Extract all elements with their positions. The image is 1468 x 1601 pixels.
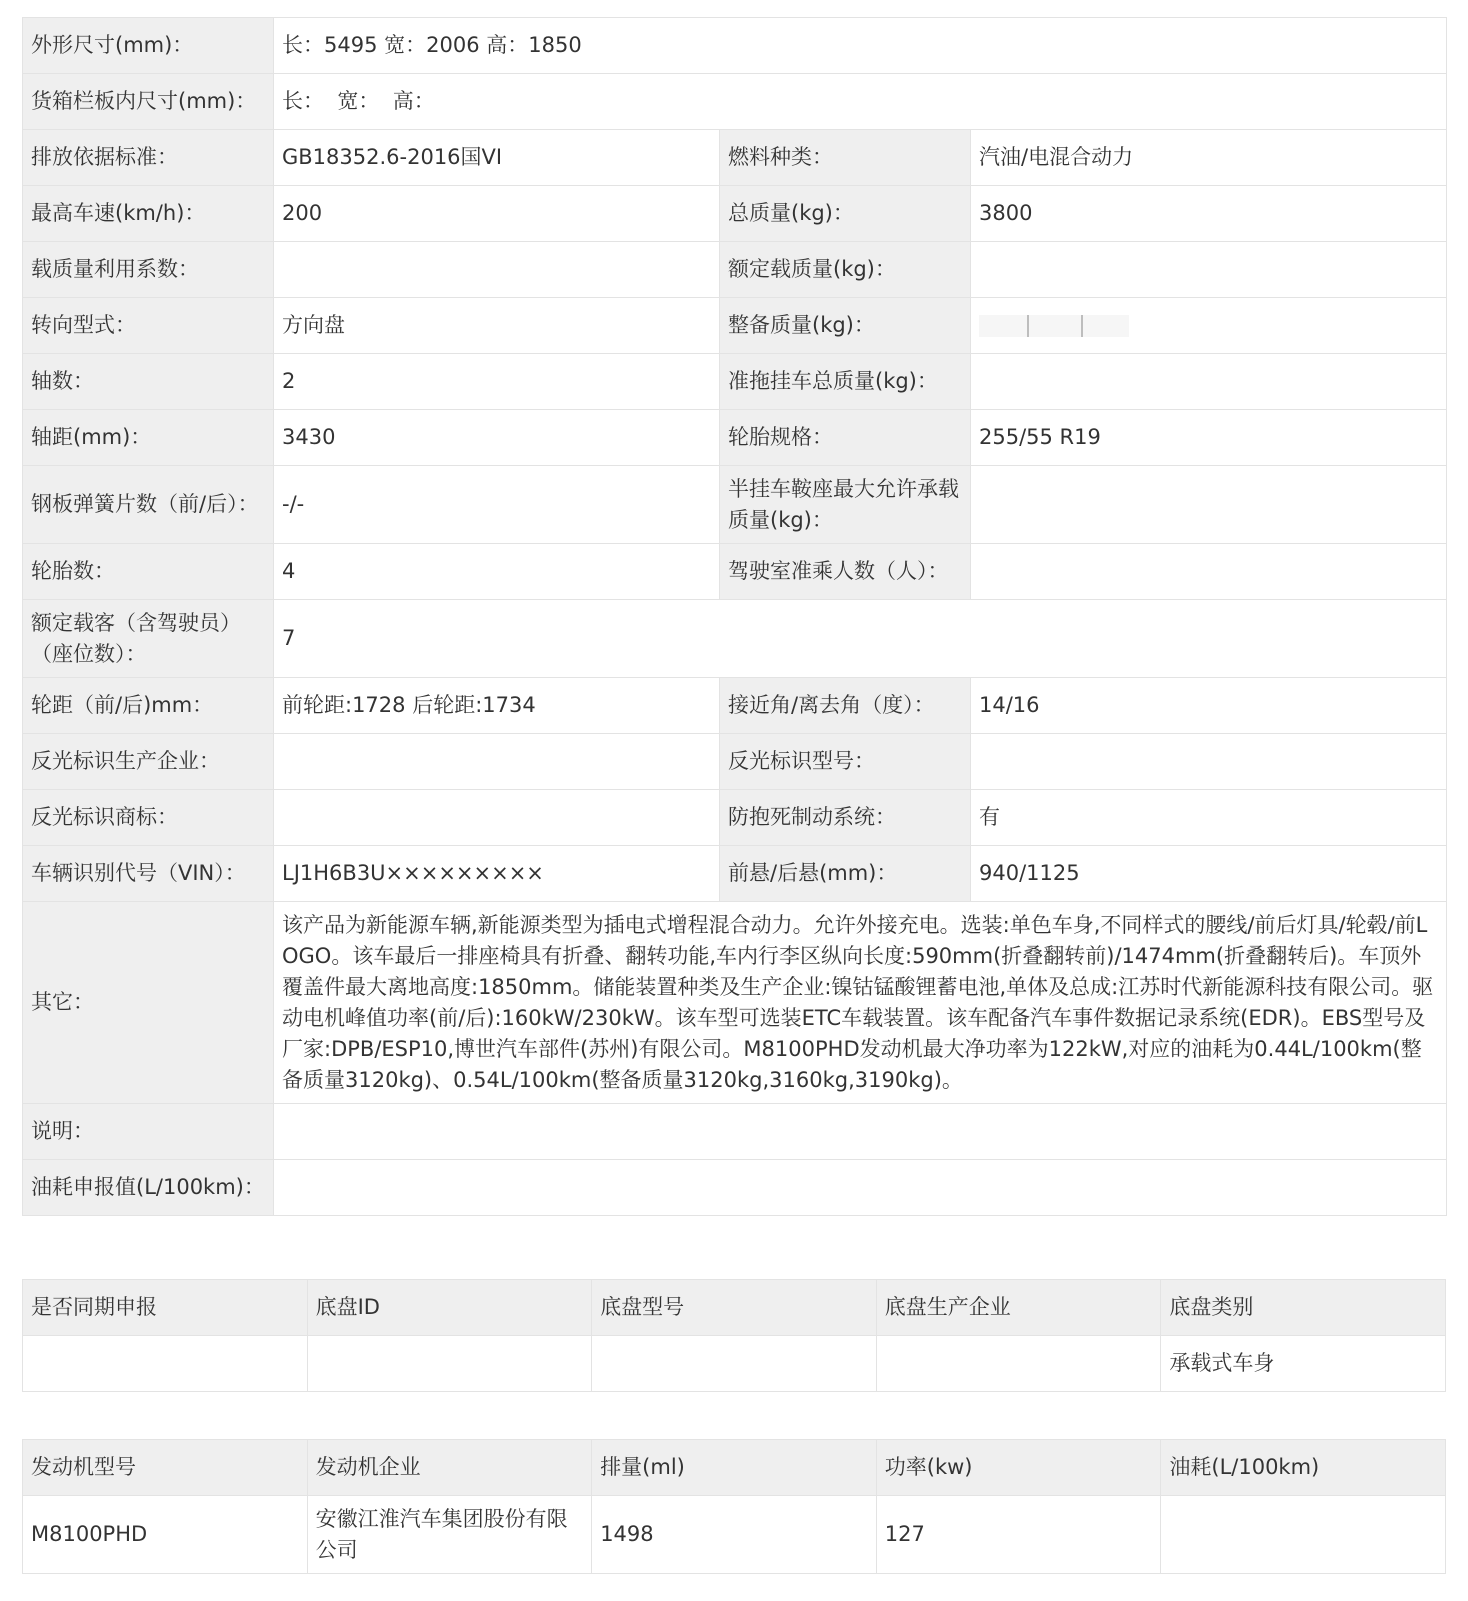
reflector-maker-label: 反光标识生产企业：	[23, 734, 274, 790]
fuel-consumption-label: 油耗申报值(L/100km)：	[23, 1160, 274, 1216]
other-label: 其它：	[23, 902, 274, 1104]
vin-label: 车辆识别代号（VIN）：	[23, 846, 274, 902]
reflector-maker-value	[274, 734, 720, 790]
reflector-model-label: 反光标识型号：	[720, 734, 971, 790]
spec-row	[23, 186, 1447, 242]
column-header: 底盘ID	[307, 1280, 592, 1336]
fuel-consumption-value	[274, 1160, 1447, 1216]
track-label: 轮距（前/后)mm：	[23, 678, 274, 734]
engine-table	[22, 1439, 1446, 1574]
cargo-box-value: 长： 宽： 高：	[274, 74, 1447, 130]
spec-row	[23, 600, 1447, 678]
steering-label: 转向型式：	[23, 298, 274, 354]
emission-standard-value: GB18352.6-2016国VI	[274, 130, 720, 186]
total-mass-value: 3800	[971, 186, 1447, 242]
spec-row	[23, 734, 1447, 790]
column-header: 底盘型号	[592, 1280, 877, 1336]
abs-label: 防抱死制动系统：	[720, 790, 971, 846]
column-header: 排量(ml)	[592, 1440, 877, 1496]
vehicle-spec-table	[22, 17, 1447, 1216]
spec-row	[23, 678, 1447, 734]
spec-row	[23, 790, 1447, 846]
cargo-box-label: 货箱栏板内尺寸(mm)：	[23, 74, 274, 130]
other-value: 该产品为新能源车辆,新能源类型为插电式增程混合动力。允许外接充电。选装:单色车身,不同样式的腰线/前后灯具/轮毂/前LOGO。该车最后一排座椅具有折叠、翻转功能,车内行李区纵向长度:590mm(折叠翻转前)/1474mm(折叠翻转后)。车顶外覆盖件最大离地高度:1850mm。储能装置种类及生产企业:镍钴锰酸锂蓄电池,单体及总成:江苏时代新能源科技有限公司。驱动电机峰值功率(前/后):160kW/230kW。该车型可选装ETC车载装置。该车配备汽车事件数据记录系统(EDR)。EBS型号及厂家:DPB/ESP10,博世汽车部件(苏州)有限公司。M8100PHD发动机最大净功率为122kW,对应的油耗为0.44L/100km(整备质量3120kg)、0.54L/100km(整备质量3120kg,3160kg,3190kg)。	[274, 902, 1447, 1104]
spec-row	[23, 410, 1447, 466]
curb-weight-label: 整备质量(kg)：	[720, 298, 971, 354]
tire-spec-label: 轮胎规格：	[720, 410, 971, 466]
fuel-type-value: 汽油/电混合动力	[971, 130, 1447, 186]
rated-load-label: 额定载质量(kg)：	[720, 242, 971, 298]
fuel-type-label: 燃料种类：	[720, 130, 971, 186]
column-header: 发动机型号	[23, 1440, 308, 1496]
steering-value: 方向盘	[274, 298, 720, 354]
chassis-table	[22, 1279, 1446, 1392]
load-factor-value	[274, 242, 720, 298]
emission-standard-label: 排放依据标准：	[23, 130, 274, 186]
tire-count-label: 轮胎数：	[23, 544, 274, 600]
wheelbase-value: 3430	[274, 410, 720, 466]
engine-header-row	[23, 1440, 1446, 1496]
table-cell	[876, 1336, 1161, 1392]
column-header: 功率(kw)	[876, 1440, 1161, 1496]
column-header: 底盘类别	[1161, 1280, 1446, 1336]
spec-row	[23, 902, 1447, 1104]
axles-label: 轴数：	[23, 354, 274, 410]
spec-row	[23, 298, 1447, 354]
wheelbase-label: 轴距(mm)：	[23, 410, 274, 466]
table-cell	[1161, 1496, 1446, 1574]
rated-passengers-value: 7	[274, 600, 1447, 678]
saddle-load-label: 半挂车鞍座最大允许承载质量(kg)：	[720, 466, 971, 544]
table-cell: 承载式车身	[1161, 1336, 1446, 1392]
spec-row	[23, 354, 1447, 410]
track-value: 前轮距:1728 后轮距:1734	[274, 678, 720, 734]
rated-load-value	[971, 242, 1447, 298]
tire-spec-value: 255/55 R19	[971, 410, 1447, 466]
axles-value: 2	[274, 354, 720, 410]
spec-row	[23, 544, 1447, 600]
redacted-value	[979, 315, 1129, 337]
curb-weight-value	[971, 298, 1447, 354]
spec-row	[23, 1104, 1447, 1160]
spec-row	[23, 74, 1447, 130]
leaf-springs-value: -/-	[274, 466, 720, 544]
column-header: 发动机企业	[307, 1440, 592, 1496]
spec-row	[23, 242, 1447, 298]
spec-row	[23, 130, 1447, 186]
spec-row	[23, 466, 1447, 544]
cab-passengers-value	[971, 544, 1447, 600]
chassis-header-row	[23, 1280, 1446, 1336]
table-cell: 127	[876, 1496, 1161, 1574]
table-cell: 1498	[592, 1496, 877, 1574]
table-row	[23, 1496, 1446, 1574]
angles-value: 14/16	[971, 678, 1447, 734]
saddle-load-value	[971, 466, 1447, 544]
note-value	[274, 1104, 1447, 1160]
table-cell	[23, 1336, 308, 1392]
dimensions-label: 外形尺寸(mm)：	[23, 18, 274, 74]
leaf-springs-label: 钢板弹簧片数（前/后）：	[23, 466, 274, 544]
dimensions-value: 长：5495 宽：2006 高：1850	[274, 18, 1447, 74]
overhang-label: 前悬/后悬(mm)：	[720, 846, 971, 902]
spec-row	[23, 1160, 1447, 1216]
table-row	[23, 1336, 1446, 1392]
tire-count-value: 4	[274, 544, 720, 600]
table-cell: 安徽江淮汽车集团股份有限公司	[307, 1496, 592, 1574]
max-speed-value: 200	[274, 186, 720, 242]
table-cell: M8100PHD	[23, 1496, 308, 1574]
trailer-mass-value	[971, 354, 1447, 410]
reflector-brand-label: 反光标识商标：	[23, 790, 274, 846]
rated-passengers-label: 额定载客（含驾驶员）（座位数）：	[23, 600, 274, 678]
table-cell	[307, 1336, 592, 1392]
column-header: 油耗(L/100km)	[1161, 1440, 1446, 1496]
angles-label: 接近角/离去角（度）：	[720, 678, 971, 734]
vin-value: LJ1H6B3U×××××××××	[274, 846, 720, 902]
column-header: 底盘生产企业	[876, 1280, 1161, 1336]
max-speed-label: 最高车速(km/h)：	[23, 186, 274, 242]
note-label: 说明：	[23, 1104, 274, 1160]
cab-passengers-label: 驾驶室准乘人数（人）：	[720, 544, 971, 600]
table-cell	[592, 1336, 877, 1392]
load-factor-label: 载质量利用系数：	[23, 242, 274, 298]
trailer-mass-label: 准拖挂车总质量(kg)：	[720, 354, 971, 410]
column-header: 是否同期申报	[23, 1280, 308, 1336]
total-mass-label: 总质量(kg)：	[720, 186, 971, 242]
spec-row	[23, 18, 1447, 74]
overhang-value: 940/1125	[971, 846, 1447, 902]
reflector-model-value	[971, 734, 1447, 790]
reflector-brand-value	[274, 790, 720, 846]
abs-value: 有	[971, 790, 1447, 846]
spec-row	[23, 846, 1447, 902]
